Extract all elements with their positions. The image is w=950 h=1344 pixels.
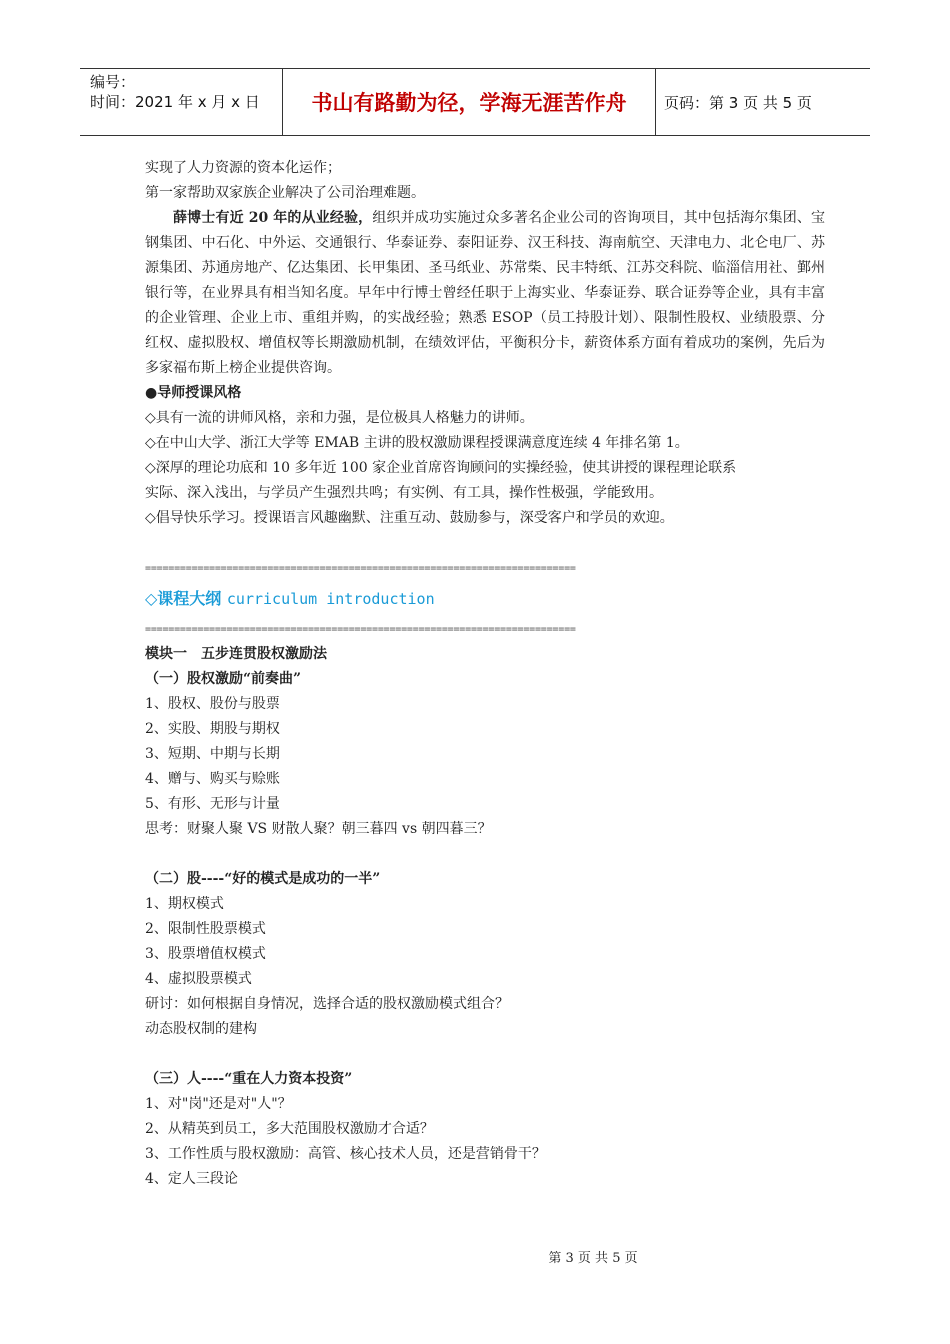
header-page-info: 页码：第 3 页 共 5 页 (664, 93, 812, 112)
list-item: 2、实股、期股与期权 (145, 721, 280, 737)
header-number-label: 编号： (90, 73, 136, 91)
list-item: 3、短期、中期与长期 (145, 746, 280, 762)
list-item: 2、限制性股票模式 (145, 921, 266, 937)
style-section-title: ●导师授课风格 (145, 385, 242, 401)
page-header (80, 68, 870, 136)
list-item: 1、对"岗"还是对"人"？ (145, 1096, 292, 1112)
bio-paragraph (145, 206, 825, 381)
separator-line: ========================================================================== (145, 563, 576, 574)
style-item: ◇倡导快乐学习。授课语言风趣幽默、注重互动、鼓励参与，深受客户和学员的欢迎。 (145, 510, 674, 526)
list-item: 4、赠与、购买与赊账 (145, 771, 280, 787)
section-title: （一）股权激励“前奏曲” (145, 671, 302, 687)
outline-title-cn: ◇课程大纲 (145, 589, 227, 608)
outline-title-en: curriculum introduction (226, 590, 435, 608)
separator-line: ========================================================================== (145, 624, 576, 635)
list-item: 1、股权、股份与股票 (145, 696, 280, 712)
list-item: 3、股票增值权模式 (145, 946, 266, 962)
list-item: 4、定人三段论 (145, 1171, 238, 1187)
outline-title (145, 581, 825, 617)
bio-text: 组织并成功实施过众多著名企业公司的咨询项目，其中包括海尔集团、宝钢集团、中石化、中外运、交通银行、华泰证券、泰阳证券、汉王科技、海南航空、天津电力、北仑电厂、苏源集团、苏通房地产、亿达集团、长甲集团、圣马纸业、苏常柴、民丰特纸、江苏交科院、临淄信用社、鄞州银行等，在业界具有相当知名度。早年中行博士曾经任职于上海实业、华泰证券、联合证券等企业，具有丰富的企业管理、企业上市、重组并购，的实战经验；熟悉 ESOP（员工持股计划）、限制性股权、业绩股票、分红权、虚拟股权、增值权等长期激励机制，在绩效评估，平衡积分卡，薪资体系方面有着成功的案例，先后为多家福布斯上榜企业提供咨询。 (145, 210, 826, 376)
style-item: 实际、深入浅出，与学员产生强烈共鸣；有实例、有工具，操作性极强，学能致用。 (145, 485, 663, 501)
list-item: 5、有形、无形与计量 (145, 796, 280, 812)
list-item: 4、虚拟股票模式 (145, 971, 252, 987)
section-note: 思考：财聚人聚 VS 财散人聚？朝三暮四 vs 朝四暮三？ (145, 821, 492, 837)
style-item: ◇具有一流的讲师风格，亲和力强，是位极具人格魅力的讲师。 (145, 410, 534, 426)
section-note: 研讨：如何根据自身情况，选择合适的股权激励模式组合？ (145, 996, 509, 1012)
style-item: ◇深厚的理论功底和 10 多年近 100 家企业首席咨询顾问的实操经验，使其讲授的课程理论联系 (145, 460, 737, 476)
section-title: （三）人----“重在人力资本投资” (145, 1071, 353, 1087)
style-item: ◇在中山大学、浙江大学等 EMAB 主讲的股权激励课程授课满意度连续 4 年排名第 1。 (145, 435, 689, 451)
list-item: 1、期权模式 (145, 896, 224, 912)
header-meta (80, 69, 282, 135)
intro-line: 第一家帮助双家族企业解决了公司治理难题。 (145, 185, 425, 201)
section-note: 动态股权制的建构 (145, 1021, 257, 1037)
list-item: 2、从精英到员工，多大范围股权激励才合适？ (145, 1121, 434, 1137)
header-motto: 书山有路勤为径，学海无涯苦作舟 (282, 69, 656, 135)
header-time-label: 时间：2021 年 x 月 x 日 (90, 93, 260, 111)
intro-line: 实现了人力资源的资本化运作； (145, 160, 341, 176)
module-title: 模块一 五步连贯股权激励法 (145, 646, 327, 662)
document-body (145, 156, 825, 1192)
page-footer: 第 3 页 共 5 页 (548, 1251, 638, 1266)
list-item: 3、工作性质与股权激励：高管、核心技术人员，还是营销骨干？ (145, 1146, 546, 1162)
bio-lead: 薛博士有近 20 年的从业经验， (173, 210, 373, 226)
section-title: （二）股----“好的模式是成功的一半” (145, 871, 381, 887)
